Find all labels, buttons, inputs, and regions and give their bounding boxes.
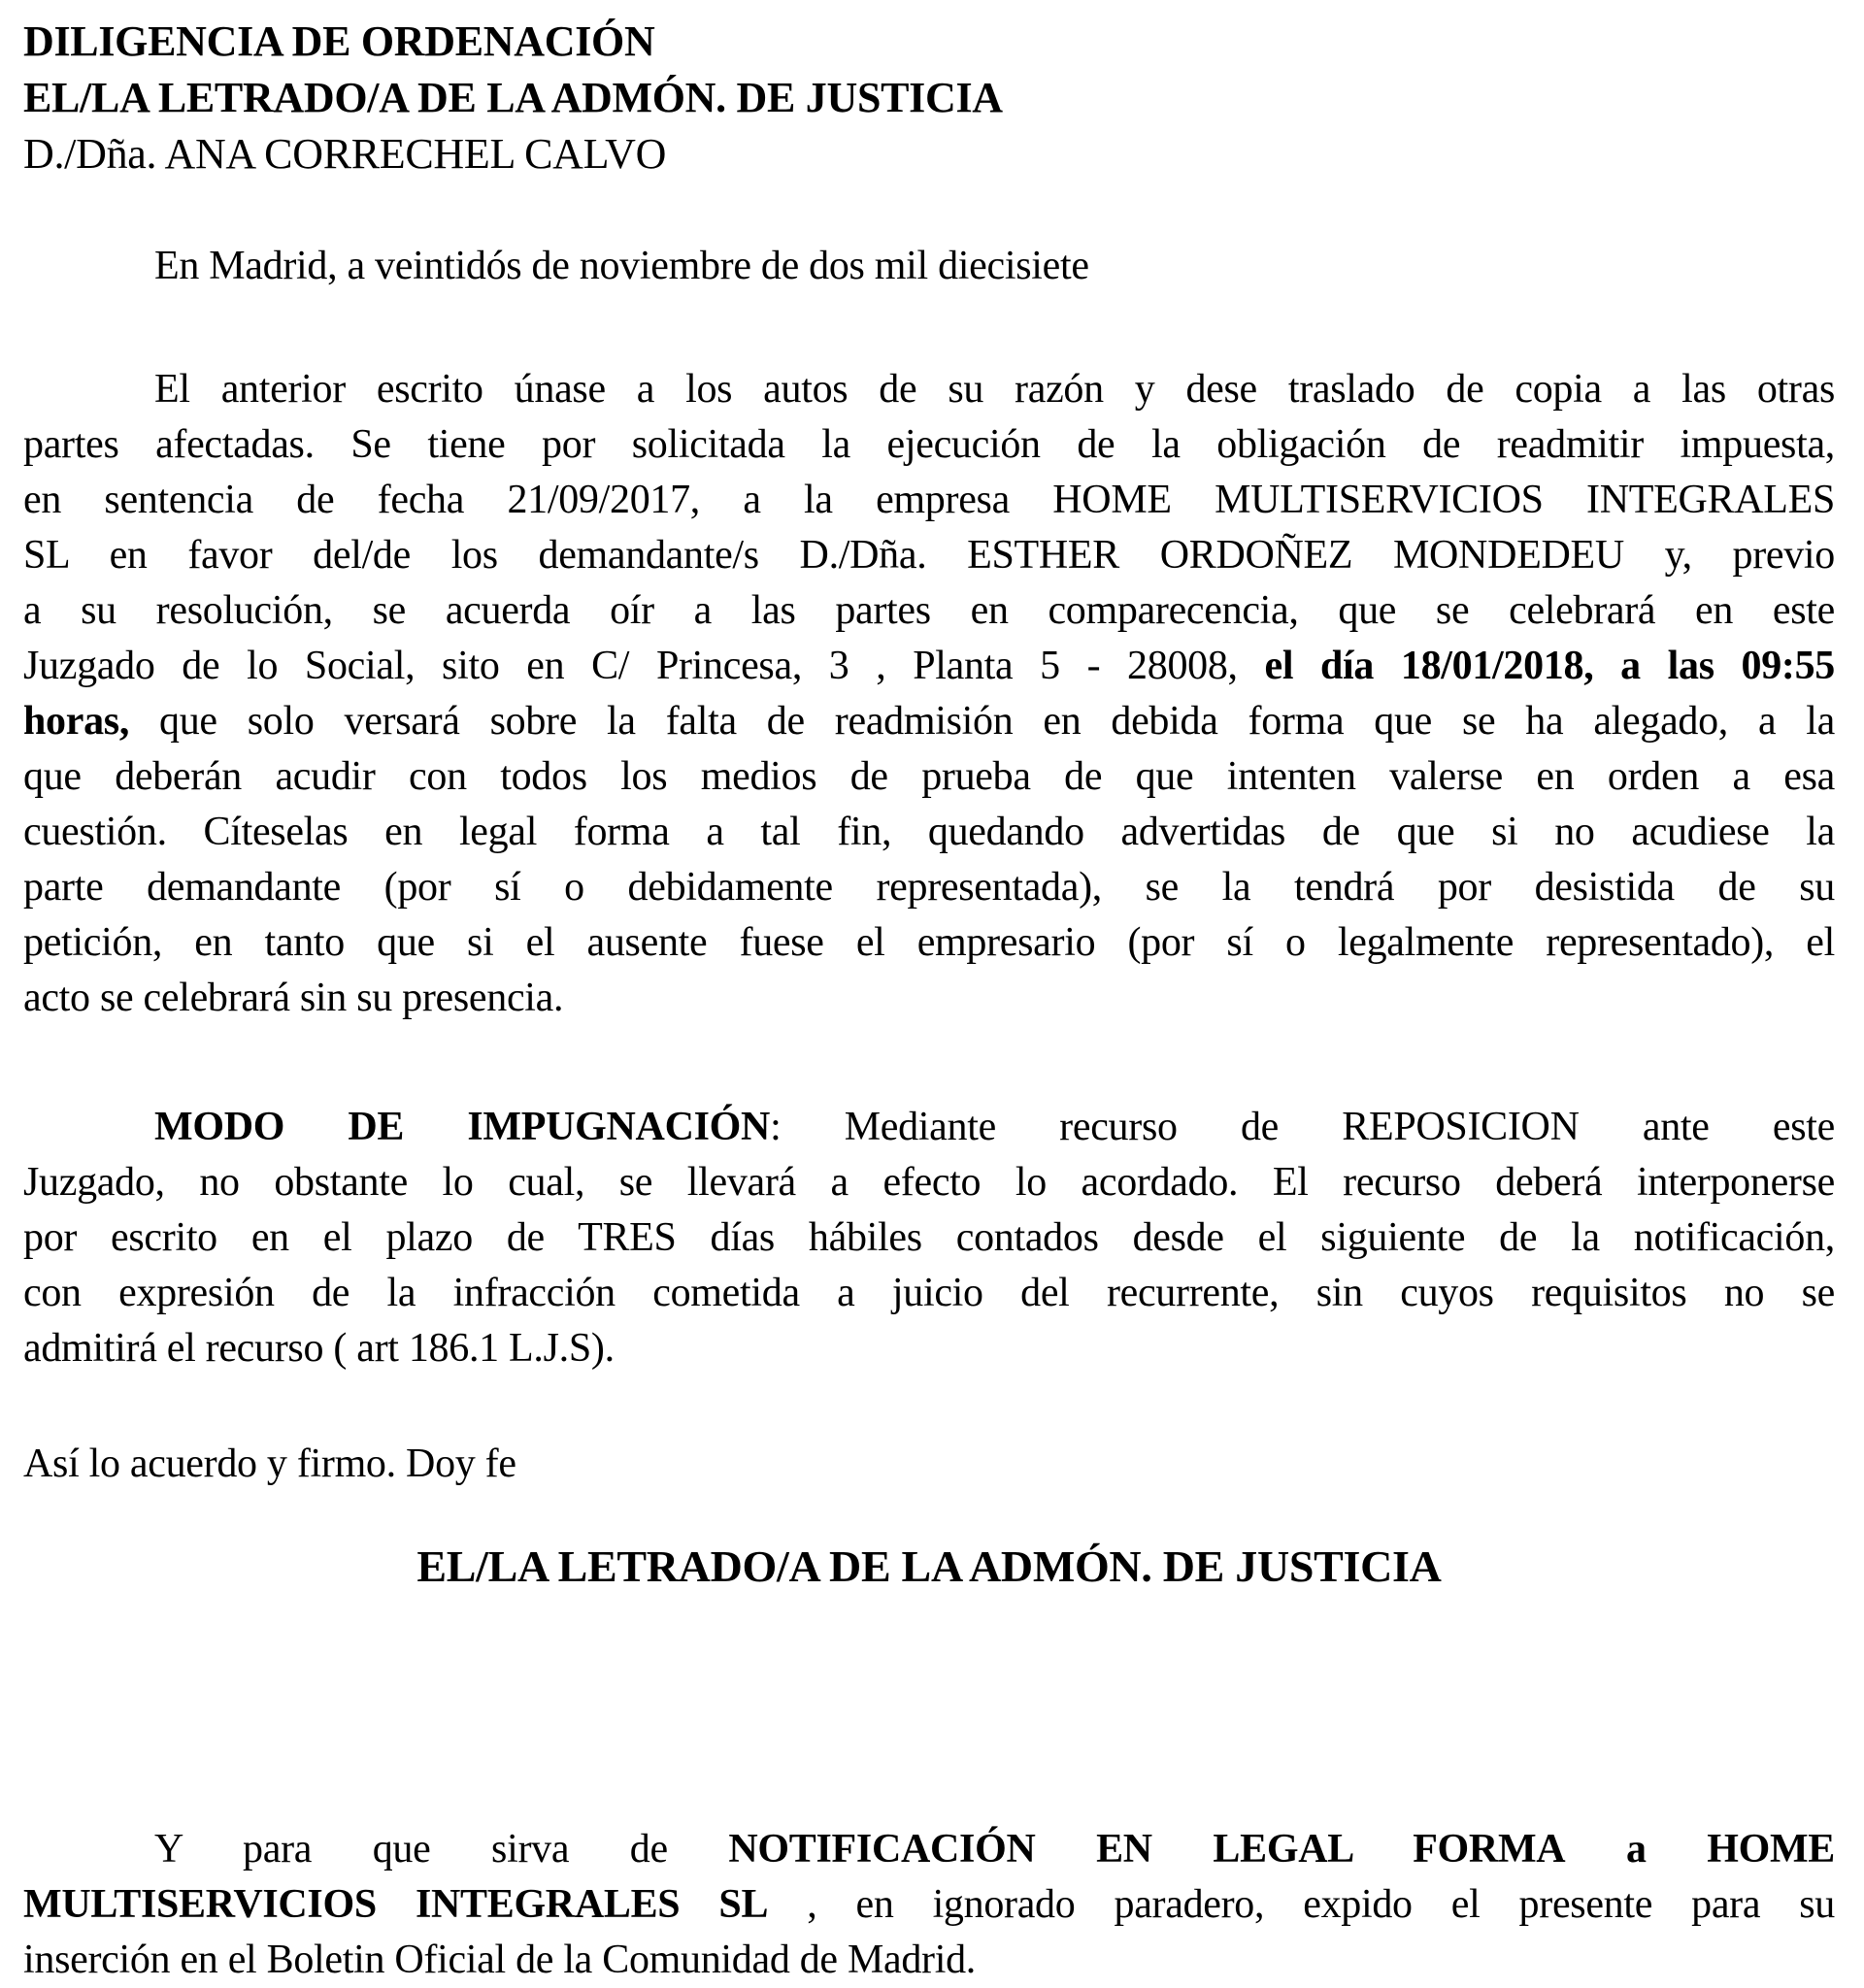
- bold-text-segment: MODO DE IMPUGNACIÓN: [154, 1105, 771, 1149]
- text-line: [23, 1100, 1835, 1155]
- text-line: [23, 1210, 1835, 1266]
- text-segment: : Mediante recurso de REPOSICION ante este: [770, 1105, 1835, 1149]
- text-segment: en sentencia de fecha 21/09/2017, a la empresa HOME MULTISERVICIOS INTEGRALES: [23, 478, 1835, 522]
- document-header: [23, 14, 1835, 182]
- signature-heading: EL/LA LETRADO/A DE LA ADMÓN. DE JUSTICIA: [416, 1541, 1442, 1591]
- document-title: DILIGENCIA DE ORDENACIÓN: [23, 17, 655, 65]
- text-line: [23, 639, 1835, 694]
- text-line: [23, 1822, 1835, 1877]
- text-segment: partes afectadas. Se tiene por solicitada la ejecución de la obligación de readmitir impuesta,: [23, 422, 1835, 467]
- text-line: [23, 528, 1835, 583]
- text-segment: Y para que sirva de: [154, 1827, 729, 1872]
- text-segment: admitirá el recurso ( art 186.1 L.J.S).: [23, 1326, 615, 1371]
- text-line: [23, 473, 1835, 528]
- text-line: [23, 1155, 1835, 1210]
- date-line: En Madrid, a veintidós de noviembre de dos mil diecisiete: [154, 244, 1089, 288]
- text-line: [23, 1321, 1835, 1376]
- text-segment: acto se celebrará sin su presencia.: [23, 976, 564, 1020]
- text-segment: Juzgado de lo Social, sito en C/ Princesa, 3 , Planta 5 - 28008,: [23, 644, 1265, 688]
- text-segment: El anterior escrito únase a los autos de su razón y dese traslado de copia a las otras: [154, 367, 1835, 412]
- text-segment: Juzgado, no obstante lo cual, se llevará a efecto lo acordado. El recurso deberá interponerse: [23, 1160, 1835, 1205]
- appeal-paragraph: [23, 1100, 1835, 1376]
- text-line: [23, 583, 1835, 639]
- text-segment: por escrito en el plazo de TRES días hábiles contados desde el siguiente de la notificación,: [23, 1215, 1835, 1260]
- text-segment: , en ignorado paradero, expido el presente para su: [768, 1882, 1835, 1927]
- text-segment: inserción en el Boletin Oficial de la Comunidad de Madrid.: [23, 1938, 977, 1982]
- text-line: [23, 971, 1835, 1026]
- officer-name: D./Dña. ANA CORRECHEL CALVO: [23, 130, 667, 178]
- text-segment: a su resolución, se acuerda oír a las partes en comparecencia, que se celebrará en este: [23, 588, 1835, 633]
- text-segment: que solo versará sobre la falta de readmisión en debida forma que se ha alegado, a la: [129, 699, 1835, 744]
- bold-text-segment: el día 18/01/2018, a las 09:55: [1264, 644, 1835, 688]
- notification-paragraph: [23, 1822, 1835, 1988]
- bold-text-segment: MULTISERVICIOS INTEGRALES SL: [23, 1882, 769, 1927]
- text-segment: cuestión. Cíteselas en legal forma a tal fin, quedando advertidas de que si no acudiese la: [23, 810, 1835, 854]
- bold-text-segment: a HOME: [1625, 1827, 1836, 1872]
- officer-role-heading: EL/LA LETRADO/A DE LA ADMÓN. DE JUSTICIA: [23, 74, 1003, 121]
- order-paragraph: [23, 362, 1835, 1026]
- text-segment: petición, en tanto que si el ausente fuese el empresario (por sí o legalmente representado), el: [23, 920, 1835, 965]
- text-segment: parte demandante (por sí o debidamente representada), se la tendrá por desistida de su: [23, 865, 1835, 910]
- text-line: [23, 915, 1835, 971]
- text-segment: [1565, 1827, 1626, 1872]
- text-segment: SL en favor del/de los demandante/s D./Dña. ESTHER ORDOÑEZ MONDEDEU y, previo: [23, 533, 1835, 578]
- text-segment: con expresión de la infracción cometida a juicio del recurrente, sin cuyos requisitos no se: [23, 1271, 1835, 1315]
- text-line: [23, 694, 1835, 749]
- text-line: [23, 805, 1835, 860]
- bold-text-segment: horas,: [23, 699, 130, 744]
- text-line: [23, 749, 1835, 805]
- text-line: [23, 1266, 1835, 1321]
- bold-text-segment: NOTIFICACIÓN EN LEGAL FORMA: [728, 1827, 1566, 1872]
- closing-line: Así lo acuerdo y firmo. Doy fe: [23, 1441, 516, 1486]
- text-line: [23, 362, 1835, 417]
- text-segment: que deberán acudir con todos los medios de prueba de que intenten valerse en orden a esa: [23, 754, 1835, 799]
- text-line: [23, 1877, 1835, 1933]
- text-line: [23, 860, 1835, 915]
- text-line: [23, 1933, 1835, 1988]
- text-line: [23, 417, 1835, 473]
